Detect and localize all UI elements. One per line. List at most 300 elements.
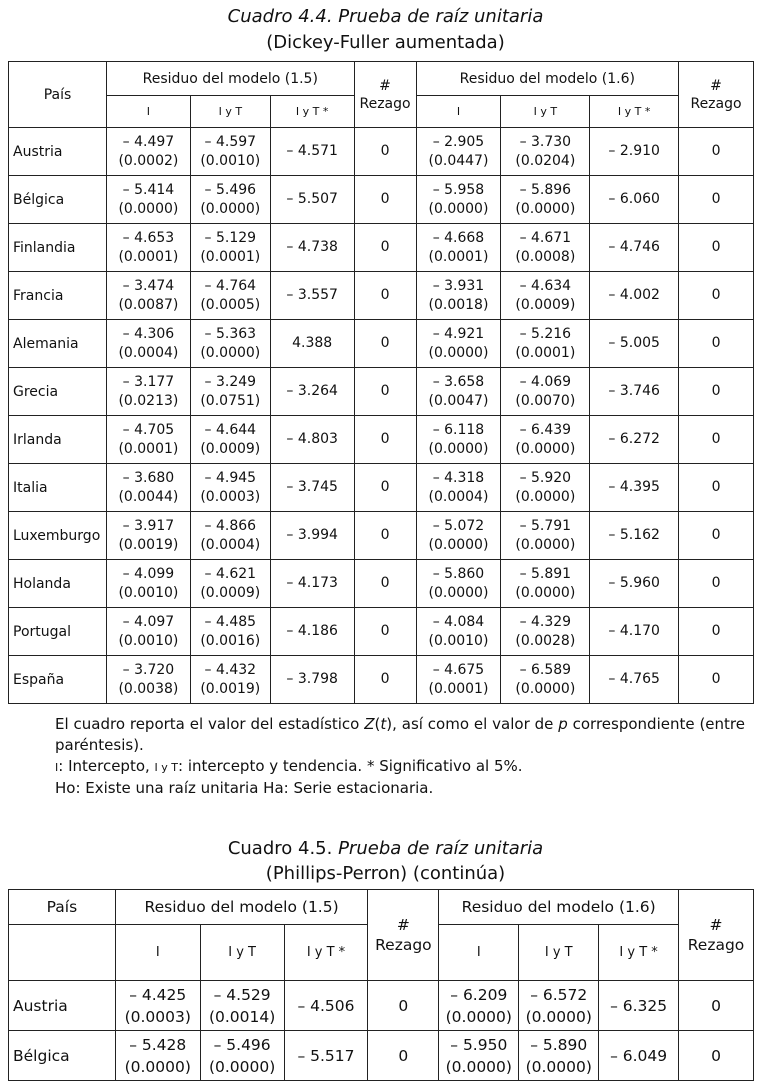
p-value: (0.0000) xyxy=(208,1057,276,1076)
table2-title-italic: Prueba de raíz unitaria xyxy=(338,838,544,859)
country-name: Italia xyxy=(13,479,48,496)
note-i: I xyxy=(55,761,59,774)
country-name: Luxemburgo xyxy=(13,527,101,544)
subheader-iyt: I y T xyxy=(519,925,599,981)
rezago-b-cell xyxy=(679,512,754,560)
p-value: (0.0000) xyxy=(515,200,576,217)
table1-body xyxy=(9,128,754,704)
subheader-i: I xyxy=(106,96,190,128)
table-row xyxy=(9,416,754,464)
statistic-value: – 3.249 xyxy=(204,373,257,390)
model-1-6-i-cell xyxy=(416,608,501,656)
model-1-5-iyt-star-cell xyxy=(270,416,354,464)
statistic-value: – 4.170 xyxy=(608,623,660,639)
statistic-value: – 3.730 xyxy=(519,133,572,150)
country-name: Francia xyxy=(13,287,64,304)
p-value: (0.0000) xyxy=(515,440,576,457)
note-line-1 xyxy=(55,714,745,756)
statistic-value: – 3.746 xyxy=(608,383,660,399)
statistic-value: – 6.272 xyxy=(608,431,660,447)
table-row xyxy=(9,128,754,176)
statistic-value: – 4.945 xyxy=(204,469,257,486)
model-1-5-iyt-cell xyxy=(190,512,270,560)
table-row xyxy=(9,320,754,368)
statistic-value: – 3.931 xyxy=(432,277,485,294)
note-text: ), así como el valor de xyxy=(386,715,559,733)
p-value: (0.0009) xyxy=(515,296,576,313)
statistic-value: – 3.474 xyxy=(122,277,175,294)
statistic-value: 0 xyxy=(380,575,390,591)
model-1-5-iyt-cell xyxy=(190,608,270,656)
p-value: (0.0044) xyxy=(118,488,179,505)
statistic-value: 0 xyxy=(380,623,390,639)
statistic-value: – 5.216 xyxy=(519,325,572,342)
p-value: (0.0751) xyxy=(200,392,261,409)
statistic-value: – 4.668 xyxy=(432,229,485,246)
statistic-value: – 5.920 xyxy=(519,469,572,486)
statistic-value: – 5.414 xyxy=(122,181,175,198)
statistic-value: – 4.395 xyxy=(608,479,660,495)
model-1-6-iyt-cell xyxy=(501,272,590,320)
note-text: : intercepto y tendencia. * Significativo al 5%. xyxy=(178,757,523,775)
country-cell xyxy=(9,512,107,560)
model-1-5-i-cell xyxy=(106,464,190,512)
statistic-value: 0 xyxy=(711,996,721,1015)
table-row xyxy=(9,368,754,416)
statistic-value: – 4.634 xyxy=(519,277,572,294)
model-1-5-i-cell xyxy=(106,320,190,368)
model-1-6-iyt-star-cell xyxy=(590,272,679,320)
header-pais: País xyxy=(9,890,116,925)
p-value: (0.0000) xyxy=(445,1057,512,1076)
model-1-6-i-cell xyxy=(416,656,501,704)
header-group-b: Residuo del modelo (1.6) xyxy=(416,62,679,96)
model-1-6-i-cell xyxy=(416,224,501,272)
country-cell xyxy=(9,981,116,1031)
header-rezago-b xyxy=(679,890,754,981)
model-1-6-iyt-star-cell xyxy=(590,656,679,704)
table-row xyxy=(9,272,754,320)
model-1-6-iyt-star-cell xyxy=(599,981,679,1031)
header-rezago-b xyxy=(679,62,754,128)
statistic-value: – 4.921 xyxy=(432,325,485,342)
statistic-value: – 4.497 xyxy=(122,133,175,150)
model-1-5-i-cell xyxy=(106,224,190,272)
model-1-6-i-cell xyxy=(416,128,501,176)
p-value: (0.0005) xyxy=(200,296,261,313)
statistic-value: – 4.866 xyxy=(204,517,257,534)
table2-body xyxy=(9,981,754,1081)
rezago-a-cell xyxy=(354,416,416,464)
rezago-b-cell xyxy=(679,608,754,656)
p-value: (0.0010) xyxy=(118,632,179,649)
statistic-value: – 4.318 xyxy=(432,469,485,486)
model-1-6-i-cell xyxy=(439,981,519,1031)
model-1-5-iyt-star-cell xyxy=(270,560,354,608)
statistic-value: 0 xyxy=(380,527,390,543)
model-1-6-iyt-star-cell xyxy=(590,320,679,368)
statistic-value: – 4.803 xyxy=(286,431,338,447)
statistic-value: – 3.557 xyxy=(286,287,338,303)
p-value: (0.0018) xyxy=(428,296,489,313)
p-value: (0.0000) xyxy=(515,680,576,697)
p-value: (0.0010) xyxy=(118,584,179,601)
subheader-iyt-star: I y T * xyxy=(590,96,679,128)
model-1-6-i-cell xyxy=(416,176,501,224)
statistic-value: – 5.960 xyxy=(608,575,660,591)
header-rezago-a xyxy=(368,890,439,981)
statistic-value: – 4.675 xyxy=(432,661,485,678)
p-value: (0.0004) xyxy=(118,344,179,361)
p-value: (0.0014) xyxy=(208,1007,276,1026)
statistic-value: – 3.720 xyxy=(122,661,175,678)
rezago-a-cell xyxy=(354,224,416,272)
statistic-value: – 3.798 xyxy=(286,671,338,687)
statistic-value: 0 xyxy=(711,1046,721,1065)
model-1-6-iyt-star-cell xyxy=(590,608,679,656)
statistic-value: – 4.597 xyxy=(204,133,257,150)
statistic-value: – 6.572 xyxy=(530,985,588,1004)
statistic-value: 0 xyxy=(380,143,390,159)
p-value: (0.0000) xyxy=(515,584,576,601)
subheader-i: I xyxy=(439,925,519,981)
statistic-value: – 4.746 xyxy=(608,239,660,255)
model-1-5-i-cell xyxy=(106,656,190,704)
rezago-hash: # xyxy=(396,916,410,934)
country-cell xyxy=(9,560,107,608)
statistic-value: – 4.485 xyxy=(204,613,257,630)
table-row xyxy=(9,1031,754,1081)
statistic-value: – 4.529 xyxy=(213,985,271,1004)
subheader-iyt-star: I y T * xyxy=(599,925,679,981)
p-value: (0.0204) xyxy=(515,152,576,169)
note-z: Z xyxy=(364,715,375,733)
p-value: (0.0010) xyxy=(200,152,261,169)
model-1-6-iyt-star-cell xyxy=(590,464,679,512)
model-1-6-i-cell xyxy=(416,416,501,464)
p-value: (0.0000) xyxy=(428,440,489,457)
table1 xyxy=(8,61,754,704)
p-value: (0.0000) xyxy=(118,200,179,217)
p-value: (0.0070) xyxy=(515,392,576,409)
statistic-value: – 4.644 xyxy=(204,421,257,438)
statistic-value: 0 xyxy=(711,671,721,687)
rezago-b-cell xyxy=(679,320,754,368)
model-1-6-iyt-cell xyxy=(501,512,590,560)
note-p: p xyxy=(558,715,568,733)
statistic-value: 0 xyxy=(398,1046,409,1065)
p-value: (0.0087) xyxy=(118,296,179,313)
model-1-6-iyt-star-cell xyxy=(590,224,679,272)
table-row xyxy=(9,656,754,704)
country-cell xyxy=(9,608,107,656)
rezago-label: Rezago xyxy=(375,936,432,954)
table1-notes xyxy=(55,714,745,799)
model-1-5-iyt-star-cell xyxy=(270,608,354,656)
p-value: (0.0000) xyxy=(525,1007,592,1026)
p-value: (0.0008) xyxy=(515,248,576,265)
country-name: Finlandia xyxy=(13,239,76,256)
rezago-b-cell xyxy=(679,176,754,224)
model-1-5-iyt-cell xyxy=(190,176,270,224)
model-1-5-iyt-star-cell xyxy=(284,981,368,1031)
p-value: (0.0000) xyxy=(124,1057,191,1076)
statistic-value: 0 xyxy=(380,239,390,255)
model-1-5-i-cell xyxy=(106,128,190,176)
table2-subtitle: (Phillips-Perron) (continúa) xyxy=(265,863,506,884)
rezago-b-cell xyxy=(679,656,754,704)
country-name: España xyxy=(13,671,65,688)
p-value: (0.0004) xyxy=(200,536,261,553)
p-value: (0.0000) xyxy=(428,200,489,217)
model-1-6-iyt-cell xyxy=(501,416,590,464)
rezago-a-cell xyxy=(354,608,416,656)
note-iyt: I y T xyxy=(154,761,179,774)
country-name: Holanda xyxy=(13,575,71,592)
p-value: (0.0004) xyxy=(428,488,489,505)
statistic-value: – 4.705 xyxy=(122,421,175,438)
model-1-6-iyt-cell xyxy=(501,128,590,176)
header-group-b: Residuo del modelo (1.6) xyxy=(439,890,679,925)
rezago-b-cell xyxy=(679,368,754,416)
statistic-value: – 3.264 xyxy=(286,383,338,399)
model-1-6-iyt-cell xyxy=(501,656,590,704)
statistic-value: – 6.060 xyxy=(608,191,660,207)
statistic-value: 0 xyxy=(380,479,390,495)
statistic-value: – 6.439 xyxy=(519,421,572,438)
country-cell xyxy=(9,416,107,464)
p-value: (0.0447) xyxy=(428,152,489,169)
statistic-value: – 4.738 xyxy=(286,239,338,255)
table1-title-text: Cuadro 4.4. Prueba de raíz unitaria xyxy=(227,6,544,27)
statistic-value: – 3.658 xyxy=(432,373,485,390)
model-1-5-i-cell xyxy=(106,272,190,320)
model-1-6-iyt-star-cell xyxy=(590,416,679,464)
statistic-value: 0 xyxy=(711,335,721,351)
rezago-a-cell xyxy=(354,128,416,176)
statistic-value: – 4.306 xyxy=(122,325,175,342)
statistic-value: – 4.432 xyxy=(204,661,257,678)
statistic-value: – 4.002 xyxy=(608,287,660,303)
model-1-5-i-cell xyxy=(106,368,190,416)
p-value: (0.0016) xyxy=(200,632,261,649)
subheader-i: I xyxy=(416,96,501,128)
statistic-value: – 4.653 xyxy=(122,229,175,246)
statistic-value: – 4.765 xyxy=(608,671,660,687)
model-1-5-iyt-cell xyxy=(190,560,270,608)
statistic-value: 0 xyxy=(380,671,390,687)
rezago-a-cell xyxy=(368,1031,439,1081)
table-row xyxy=(9,176,754,224)
rezago-b-cell xyxy=(679,1031,754,1081)
model-1-6-iyt-star-cell xyxy=(590,176,679,224)
statistic-value: – 3.994 xyxy=(286,527,338,543)
rezago-hash: # xyxy=(379,77,391,94)
statistic-value: 0 xyxy=(711,287,721,303)
model-1-5-iyt-cell xyxy=(190,464,270,512)
p-value: (0.0000) xyxy=(428,344,489,361)
model-1-5-iyt-cell xyxy=(190,128,270,176)
table1-subtitle: (Dickey-Fuller aumentada) xyxy=(266,32,505,53)
statistic-value: – 5.129 xyxy=(204,229,257,246)
p-value: (0.0000) xyxy=(428,584,489,601)
statistic-value: – 4.069 xyxy=(519,373,572,390)
country-cell xyxy=(9,224,107,272)
note-text: : Intercepto, xyxy=(58,757,155,775)
p-value: (0.0019) xyxy=(118,536,179,553)
statistic-value: 0 xyxy=(380,191,390,207)
rezago-b-cell xyxy=(679,416,754,464)
header-rezago-a xyxy=(354,62,416,128)
statistic-value: – 5.890 xyxy=(530,1035,588,1054)
p-value: (0.0003) xyxy=(200,488,261,505)
statistic-value: – 2.910 xyxy=(608,143,660,159)
model-1-6-iyt-star-cell xyxy=(590,560,679,608)
model-1-6-i-cell xyxy=(416,512,501,560)
model-1-6-iyt-star-cell xyxy=(590,128,679,176)
statistic-value: – 5.517 xyxy=(297,1046,355,1065)
model-1-6-i-cell xyxy=(416,320,501,368)
statistic-value: 0 xyxy=(711,239,721,255)
statistic-value: – 4.571 xyxy=(286,143,338,159)
note-t: t xyxy=(380,715,387,733)
subheader-iyt: I y T xyxy=(501,96,590,128)
p-value: (0.0001) xyxy=(428,680,489,697)
statistic-value: – 5.860 xyxy=(432,565,485,582)
statistic-value: 0 xyxy=(711,575,721,591)
p-value: (0.0000) xyxy=(525,1057,592,1076)
model-1-6-iyt-cell xyxy=(501,320,590,368)
p-value: (0.0000) xyxy=(515,536,576,553)
model-1-5-i-cell xyxy=(115,1031,200,1081)
statistic-value: – 3.917 xyxy=(122,517,175,534)
rezago-hash: # xyxy=(709,916,723,934)
country-name: Portugal xyxy=(13,623,71,640)
model-1-6-iyt-star-cell xyxy=(590,368,679,416)
rezago-b-cell xyxy=(679,224,754,272)
p-value: (0.0000) xyxy=(200,200,261,217)
subheader-iyt: I y T xyxy=(200,925,284,981)
statistic-value: – 5.891 xyxy=(519,565,572,582)
p-value: (0.0001) xyxy=(200,248,261,265)
model-1-5-i-cell xyxy=(106,416,190,464)
p-value: (0.0001) xyxy=(118,440,179,457)
rezago-label: Rezago xyxy=(690,95,742,112)
statistic-value: – 5.791 xyxy=(519,517,572,534)
model-1-5-iyt-cell xyxy=(190,368,270,416)
statistic-value: – 5.162 xyxy=(608,527,660,543)
statistic-value: – 5.958 xyxy=(432,181,485,198)
statistic-value: – 6.049 xyxy=(610,1046,668,1065)
country-cell xyxy=(9,176,107,224)
statistic-value: 0 xyxy=(711,479,721,495)
statistic-value: – 6.589 xyxy=(519,661,572,678)
rezago-label: Rezago xyxy=(359,95,411,112)
statistic-value: 4.388 xyxy=(292,335,333,351)
statistic-value: – 4.621 xyxy=(204,565,257,582)
p-value: (0.0001) xyxy=(118,248,179,265)
model-1-5-iyt-star-cell xyxy=(270,224,354,272)
p-value: (0.0009) xyxy=(200,584,261,601)
model-1-5-iyt-star-cell xyxy=(270,272,354,320)
table-row xyxy=(9,981,754,1031)
country-name: Austria xyxy=(13,143,63,160)
subheader-iyt: I y T xyxy=(190,96,270,128)
country-name: Irlanda xyxy=(13,431,62,448)
statistic-value: – 5.005 xyxy=(608,335,660,351)
statistic-value: 0 xyxy=(711,431,721,447)
table-row xyxy=(9,608,754,656)
table2-title xyxy=(0,837,771,861)
p-value: (0.0000) xyxy=(200,344,261,361)
model-1-6-iyt-cell xyxy=(501,368,590,416)
country-name: Austria xyxy=(13,996,68,1015)
model-1-6-i-cell xyxy=(416,368,501,416)
note-paren: ( xyxy=(374,715,381,733)
model-1-5-i-cell xyxy=(115,981,200,1031)
statistic-value: – 6.209 xyxy=(450,985,508,1004)
note-line-2 xyxy=(55,756,745,778)
p-value: (0.0010) xyxy=(428,632,489,649)
model-1-5-iyt-star-cell xyxy=(284,1031,368,1081)
statistic-value: – 4.329 xyxy=(519,613,572,630)
rezago-a-cell xyxy=(354,512,416,560)
model-1-6-iyt-cell xyxy=(501,560,590,608)
country-cell xyxy=(9,320,107,368)
country-cell xyxy=(9,368,107,416)
statistic-value: – 3.177 xyxy=(122,373,175,390)
subheader-iyt-star: I y T * xyxy=(284,925,368,981)
country-cell xyxy=(9,464,107,512)
model-1-6-iyt-star-cell xyxy=(590,512,679,560)
rezago-a-cell xyxy=(354,560,416,608)
statistic-value: – 4.099 xyxy=(122,565,175,582)
statistic-value: – 4.425 xyxy=(129,985,187,1004)
model-1-5-iyt-star-cell xyxy=(270,320,354,368)
statistic-value: 0 xyxy=(711,143,721,159)
p-value: (0.0000) xyxy=(515,488,576,505)
statistic-value: – 4.506 xyxy=(297,996,355,1015)
rezago-hash: # xyxy=(710,77,722,94)
statistic-value: – 4.097 xyxy=(122,613,175,630)
model-1-5-iyt-cell xyxy=(200,1031,284,1081)
model-1-6-iyt-cell xyxy=(501,608,590,656)
country-name: Bélgica xyxy=(13,1046,70,1065)
model-1-5-iyt-star-cell xyxy=(270,656,354,704)
model-1-6-iyt-cell xyxy=(501,464,590,512)
header-pais: País xyxy=(9,62,107,128)
country-name: Grecia xyxy=(13,383,59,400)
p-value: (0.0019) xyxy=(200,680,261,697)
table-row xyxy=(9,512,754,560)
p-value: (0.0001) xyxy=(428,248,489,265)
rezago-a-cell xyxy=(354,656,416,704)
header-pais-blank xyxy=(9,925,116,981)
country-name: Alemania xyxy=(13,335,79,352)
table-row xyxy=(9,560,754,608)
rezago-a-cell xyxy=(354,368,416,416)
statistic-value: – 5.428 xyxy=(129,1035,187,1054)
model-1-5-iyt-star-cell xyxy=(270,464,354,512)
statistic-value: – 5.507 xyxy=(286,191,338,207)
country-cell xyxy=(9,656,107,704)
statistic-value: – 5.496 xyxy=(213,1035,271,1054)
rezago-b-cell xyxy=(679,981,754,1031)
statistic-value: 0 xyxy=(398,996,409,1015)
p-value: (0.0047) xyxy=(428,392,489,409)
model-1-5-iyt-cell xyxy=(190,656,270,704)
statistic-value: 0 xyxy=(711,527,721,543)
